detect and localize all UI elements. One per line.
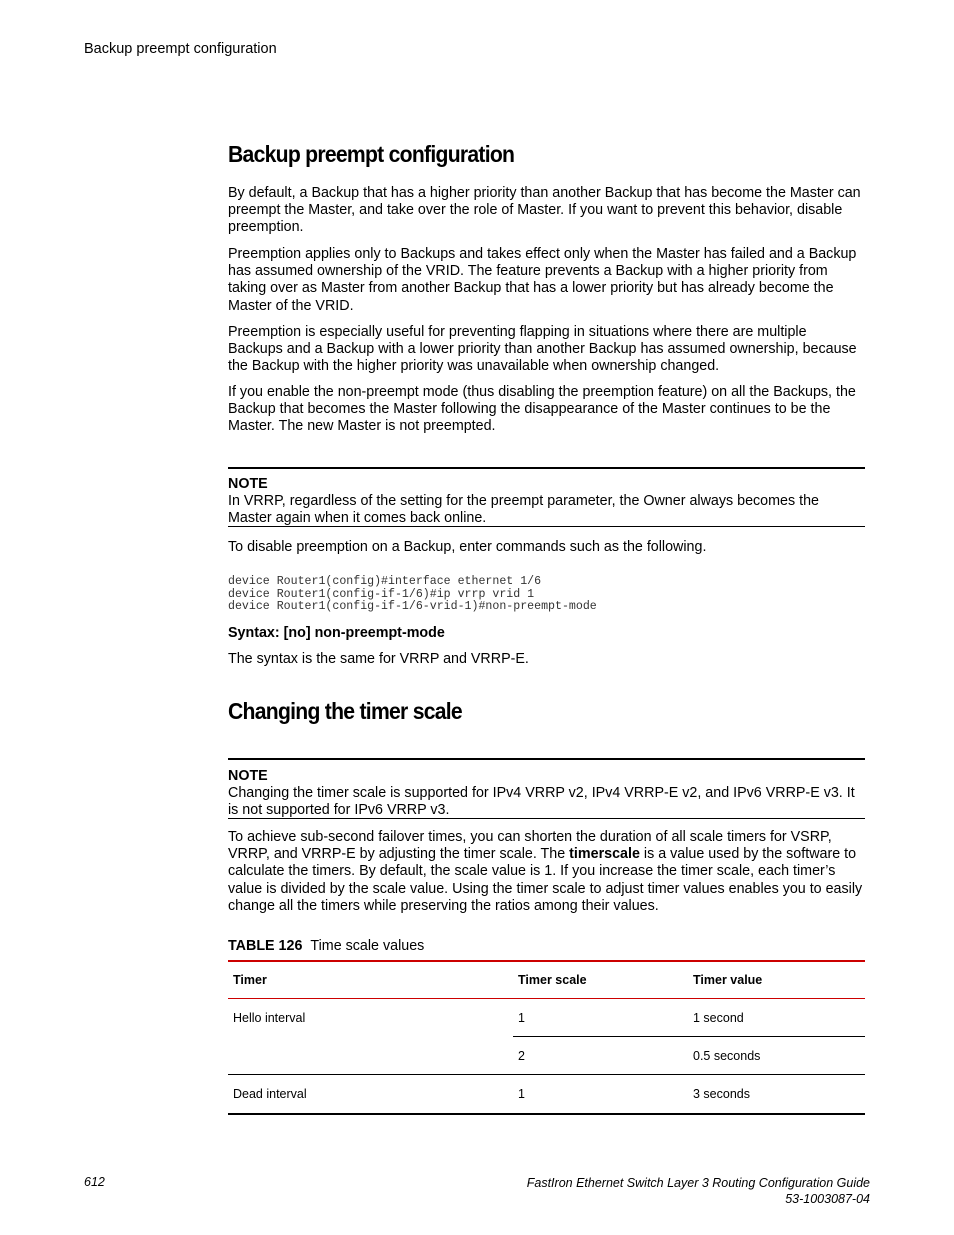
section-title-timer-scale: Changing the timer scale — [228, 698, 462, 724]
table-cell: 1 second — [688, 999, 865, 1037]
paragraph-2: Preemption applies only to Backups and takes effect only when the Master has failed and a Backup has assumed ownership of the VRID. The feature prevents a Backup with a higher priority from taking over as Master from another Backup that has a lower priority but has already become the Master of the VRID. — [228, 246, 857, 314]
running-header: Backup preempt configuration — [84, 41, 277, 57]
section-title-backup-preempt: Backup preempt configuration — [228, 141, 515, 167]
doc-number: 53-1003087-04 — [785, 1192, 870, 1206]
column-header-timer-scale: Timer scale — [513, 961, 688, 999]
timerscale-keyword: timerscale — [569, 846, 640, 863]
table-cell: 1 — [513, 1075, 688, 1115]
code-line: device Router1(config)#interface ethernet 1/6 — [228, 575, 542, 588]
paragraph-4: If you enable the non-preempt mode (thus disabling the preemption feature) on all the Backups, the Backup that becomes the Master following the disappearance of the Master continues to be the Master. The new Master is not preempted. — [228, 384, 856, 435]
table-label: TABLE 126 — [228, 938, 303, 954]
code-line: device Router1(config-if-1/6-vrid-1)#non-preempt-mode — [228, 600, 597, 614]
note-title: NOTE — [228, 768, 268, 784]
page-number: 612 — [84, 1175, 105, 1189]
table-caption — [228, 938, 865, 954]
guide-title: FastIron Ethernet Switch Layer 3 Routing Configuration Guide — [526, 1176, 870, 1190]
table-cell: 3 seconds — [688, 1075, 865, 1115]
column-header-timer: Timer — [228, 961, 513, 999]
code-line: device Router1(config-if-1/6)#ip vrrp vrid 1 — [228, 587, 535, 601]
footer-guide-info — [527, 1175, 870, 1207]
table-title: Time scale values — [310, 938, 425, 954]
note-title: NOTE — [228, 476, 268, 492]
table-row — [228, 1037, 865, 1075]
time-scale-table — [228, 960, 865, 1115]
instruction-text: To disable preemption on a Backup, enter commands such as the following. — [228, 539, 707, 555]
table-row — [228, 999, 865, 1037]
syntax-note: The syntax is the same for VRRP and VRRP-E. — [228, 651, 529, 667]
note-text: In VRRP, regardless of the setting for the preempt parameter, the Owner always becomes the Master again when it comes back online. — [228, 493, 819, 527]
table-cell: 0.5 seconds — [688, 1037, 865, 1075]
table-cell: Hello interval — [233, 1010, 306, 1025]
table-cell: 2 — [513, 1037, 688, 1075]
note-text: Changing the timer scale is supported for IPv4 VRRP v2, IPv4 VRRP-E v2, and IPv6 VRRP-E v3. It is not supported for IPv6 VRRP v3. — [228, 785, 855, 819]
column-header-timer-value: Timer value — [688, 961, 865, 999]
note-box-2 — [228, 758, 865, 819]
table-row — [228, 1075, 865, 1115]
table-cell — [228, 1037, 513, 1075]
table-cell: Dead interval — [228, 1075, 513, 1115]
timer-scale-paragraph: To achieve sub-second failover times, you can shorten the duration of all scale timers for VSRP, VRRP, and VRRP-E by adjusting the timer scale. The timerscale is a value used by the software to calculate the timers. By default, the scale value is 1. If you increase the timer scale, each timer’s value is divided by the scale value. Using the timer scale to adjust timer values enables you to easily change all the timers while preserving the ratios among their values. — [228, 829, 863, 914]
syntax-line: Syntax: [no] non-preempt-mode — [228, 625, 445, 641]
paragraph-3: Preemption is especially useful for preventing flapping in situations where there are multiple Backups and a Backup with a lower priority than another Backup has assumed ownership, because the Backup with the higher priority was unavailable when ownership changed. — [228, 324, 857, 375]
paragraph-1: By default, a Backup that has a higher priority than another Backup that has become the Master can preempt the Master, and take over the role of Master. If you want to prevent this behavior, disable preemption. — [228, 185, 861, 236]
note-box-1 — [228, 467, 865, 527]
table-cell: 1 — [513, 999, 688, 1037]
code-block — [228, 576, 865, 614]
